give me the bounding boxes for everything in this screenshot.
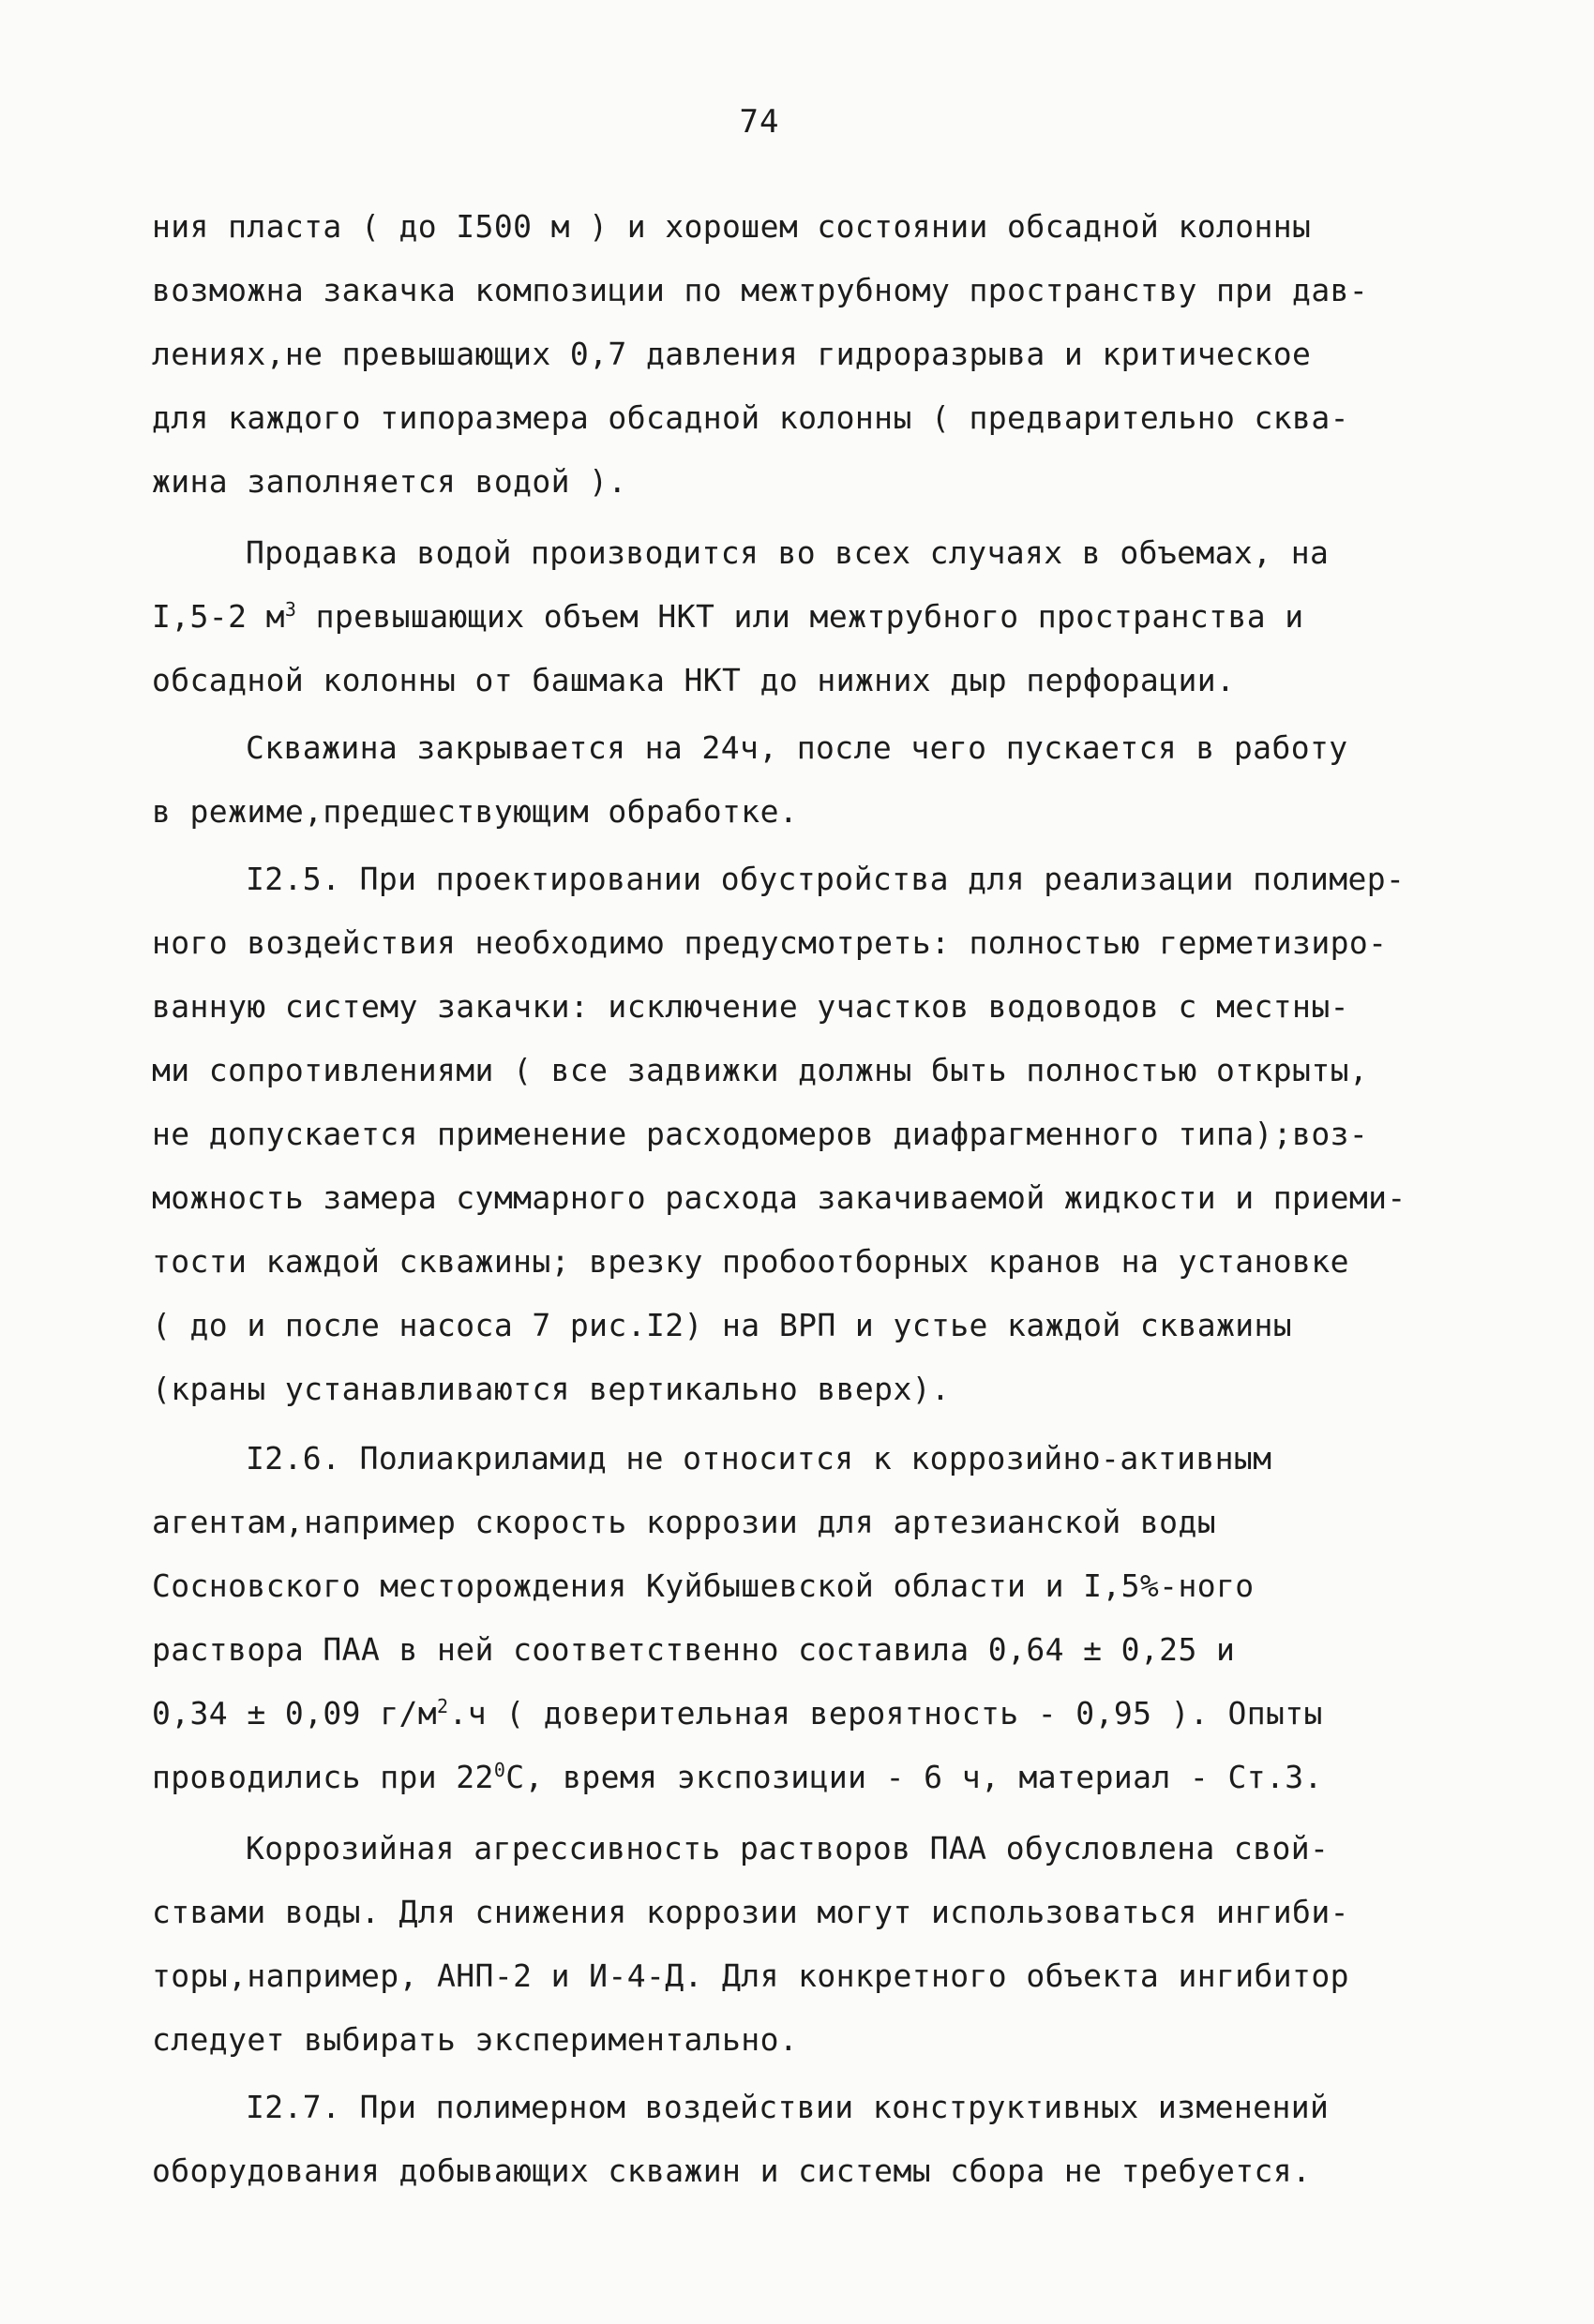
- text-line-9: Скважина закрывается на 24ч, после чего пускается в работу: [246, 729, 1348, 766]
- text-line-30: I2.7. При полимерном воздействии конструктивных изменений: [246, 2089, 1330, 2125]
- text-line-18: ( до и после насоса 7 рис.I2) на ВРП и устье каждой скважины: [152, 1307, 1293, 1343]
- text-line-16: можность замера суммарного расхода закачиваемой жидкости и приеми-: [152, 1179, 1406, 1216]
- text-line-25-post: С, время экспозиции - 6 ч, материал - Ст.3.: [505, 1759, 1323, 1795]
- text-line-6: Продавка водой производится во всех случаях в объемах, на: [246, 534, 1330, 571]
- text-line-12: ного воздействия необходимо предусмотреть: полностью герметизиро-: [152, 924, 1388, 961]
- text-line-24-pre: 0,34 ± 0,09 г/м: [152, 1695, 438, 1732]
- text-line-24-sup: 2: [437, 1695, 449, 1717]
- text-line-29: следует выбирать экспериментально.: [152, 2021, 799, 2058]
- text-line-23: раствора ПАА в ней соответственно составила 0,64 ± 0,25 и: [152, 1631, 1236, 1668]
- text-line-25: [152, 1759, 1493, 1796]
- text-line-15: не допускается применение расходомеров диафрагменного типа);воз-: [152, 1116, 1369, 1152]
- text-line-25-pre: проводились при 22: [152, 1759, 494, 1795]
- text-line-8: обсадной колонны от башмака НКТ до нижних дыр перфорации.: [152, 662, 1236, 698]
- text-line-27: ствами воды. Для снижения коррозии могут использоваться ингиби-: [152, 1894, 1349, 1930]
- text-line-7-sup: 3: [284, 598, 297, 621]
- text-line-10: в режиме,предшествующим обработке.: [152, 793, 799, 830]
- page-number: 74: [739, 103, 780, 141]
- text-line-21: агентам,например скорость коррозии для артезианской воды: [152, 1504, 1216, 1540]
- text-line-14: ми сопротивлениями ( все задвижки должны быть полностью открыты,: [152, 1052, 1369, 1088]
- text-line-1: ния пласта ( до I500 м ) и хорошем состоянии обсадной колонны: [152, 208, 1312, 245]
- text-line-24: [152, 1695, 1493, 1732]
- text-line-4: для каждого типоразмера обсадной колонны ( предварительно сква-: [152, 399, 1349, 436]
- text-line-13: ванную систему закачки: исключение участков водоводов с местны-: [152, 988, 1349, 1025]
- text-line-5: жина заполняется водой ).: [152, 463, 627, 500]
- text-line-24-post: .ч ( доверительная вероятность - 0,95 ). Опыты: [448, 1695, 1323, 1732]
- text-line-7-post: превышающих объем НКТ или межтрубного пространства и: [296, 598, 1304, 635]
- text-line-28: торы,например, АНП-2 и И-4-Д. Для конкретного объекта ингибитор: [152, 1957, 1349, 1994]
- text-line-7-pre: I,5-2 м: [152, 598, 285, 635]
- text-line-17: тости каждой скважины; врезку пробоотборных кранов на установке: [152, 1243, 1349, 1280]
- text-line-19: (краны устанавливаются вертикально вверх).: [152, 1371, 951, 1407]
- text-line-26: Коррозийная агрессивность растворов ПАА обусловлена свой-: [246, 1830, 1330, 1867]
- text-line-25-sup: 0: [493, 1759, 506, 1781]
- text-line-3: лениях,не превышающих 0,7 давления гидроразрыва и критическое: [152, 336, 1312, 372]
- text-line-2: возможна закачка композиции по межтрубному пространству при дав-: [152, 272, 1369, 308]
- text-line-7: [152, 598, 1493, 636]
- text-line-31: оборудования добывающих скважин и системы сбора не требуется.: [152, 2152, 1312, 2189]
- text-line-22: Сосновского месторождения Куйбышевской области и I,5%-ного: [152, 1567, 1255, 1604]
- text-line-11: I2.5. При проектировании обустройства для реализации полимер-: [246, 861, 1406, 897]
- text-line-20: I2.6. Полиакриламид не относится к коррозийно-активным: [246, 1440, 1272, 1477]
